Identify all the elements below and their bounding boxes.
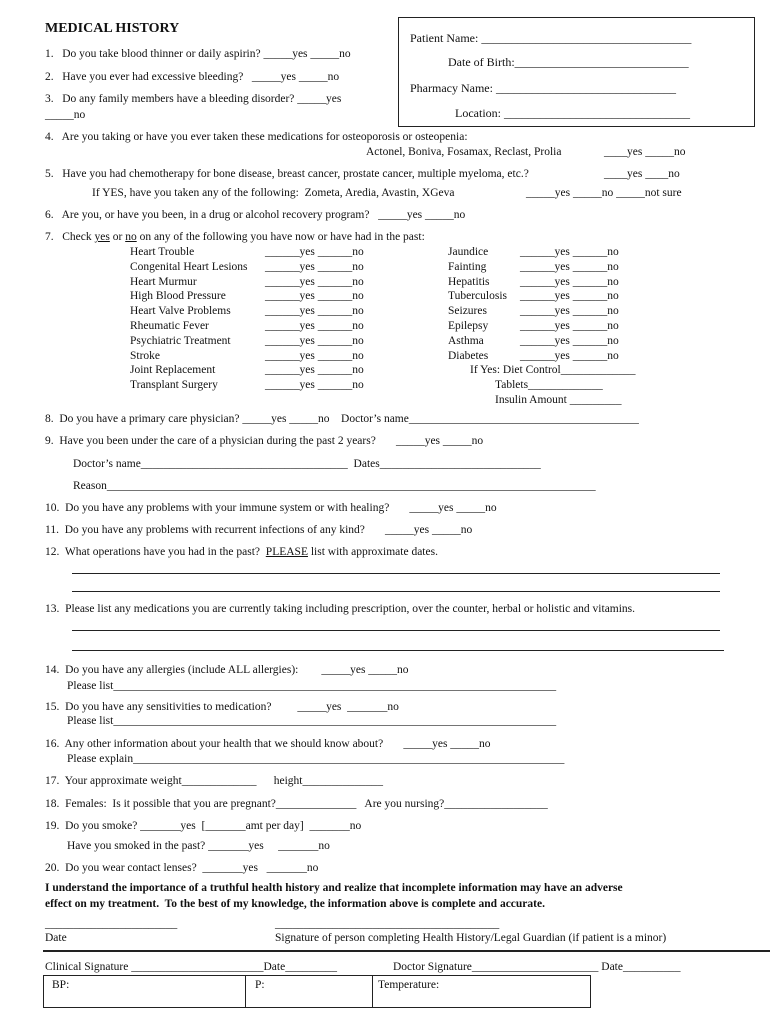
condition-name: Stroke bbox=[130, 349, 161, 362]
condition-name: Heart Trouble bbox=[130, 246, 195, 258]
question-13-line[interactable] bbox=[72, 630, 720, 631]
condition-answer[interactable]: ______yes ______no bbox=[520, 260, 619, 273]
date-of-birth-field[interactable]: Date of Birth:_____________________________ bbox=[448, 55, 689, 69]
date-signature-line[interactable]: _______________________ bbox=[45, 918, 178, 930]
patient-name-field[interactable]: Patient Name: ___________________________________ bbox=[410, 31, 692, 45]
question-15-list[interactable]: Please list_____________________________________________________________________________ bbox=[67, 715, 557, 727]
condition-name: Diabetes bbox=[448, 349, 489, 362]
condition-name: Seizures bbox=[448, 305, 487, 318]
signature-line[interactable]: _______________________________________ bbox=[275, 918, 500, 930]
condition-name: High Blood Pressure bbox=[130, 290, 226, 303]
doctor-signature[interactable]: Doctor Signature______________________ Date__________ bbox=[393, 961, 681, 973]
question-12: 12. What operations have you had in the past? PLEASE list with approximate dates. bbox=[45, 546, 438, 558]
condition-name: Congenital Heart Lesions bbox=[130, 260, 248, 273]
question-17[interactable]: 17. Your approximate weight_____________ height______________ bbox=[45, 775, 383, 787]
vitals-divider bbox=[245, 975, 246, 1007]
condition-answer[interactable]: ______yes ______no bbox=[520, 305, 619, 318]
condition-answer[interactable]: ______yes ______no bbox=[265, 305, 364, 318]
vitals-pulse[interactable]: P: bbox=[255, 979, 265, 991]
condition-answer[interactable]: ______yes ______no bbox=[265, 320, 364, 332]
pharmacy-name-field[interactable]: Pharmacy Name: ______________________________ bbox=[410, 81, 676, 95]
question-18[interactable]: 18. Females: Is it possible that you are pregnant?______________ Are you nursing?__________________ bbox=[45, 798, 548, 810]
question-13-line[interactable] bbox=[72, 650, 724, 651]
clinical-signature[interactable]: Clinical Signature _______________________Date_________ bbox=[45, 961, 337, 973]
question-5-followup-answer[interactable]: _____yes _____no _____not sure bbox=[526, 187, 682, 199]
date-label: Date bbox=[45, 932, 67, 944]
condition-name: Rheumatic Fever bbox=[130, 320, 209, 332]
condition-answer[interactable]: ______yes ______no bbox=[520, 320, 619, 332]
location-field[interactable]: Location: _______________________________ bbox=[455, 106, 690, 120]
signature-label: Signature of person completing Health History/Legal Guardian (if patient is a minor) bbox=[275, 932, 667, 944]
question-4-answer[interactable]: ____yes _____no bbox=[604, 146, 686, 158]
question-6[interactable]: 6. Are you, or have you been, in a drug or alcohol recovery program? _____yes _____no bbox=[45, 209, 466, 221]
question-10[interactable]: 10. Do you have any problems with your immune system or with healing? _____yes _____no bbox=[45, 502, 497, 514]
condition-answer[interactable]: ______yes ______no bbox=[265, 275, 364, 288]
condition-answer[interactable]: ______yes ______no bbox=[265, 290, 364, 303]
page-title: MEDICAL HISTORY bbox=[45, 21, 180, 36]
question-5-followup: If YES, have you taken any of the following: Zometa, Aredia, Avastin, XGeva bbox=[92, 187, 455, 199]
condition-answer[interactable]: ______yes ______no bbox=[265, 260, 364, 273]
condition-name: Asthma bbox=[448, 334, 484, 347]
diabetes-diet-control[interactable]: If Yes: Diet Control_____________ bbox=[470, 364, 636, 376]
question-11[interactable]: 11. Do you have any problems with recurrent infections of any kind? _____yes _____no bbox=[45, 524, 473, 536]
question-5-answer[interactable]: ____yes ____no bbox=[604, 168, 680, 180]
question-7: 7. Check yes or no on any of the following you have now or have had in the past: bbox=[45, 231, 425, 243]
condition-name: Heart Murmur bbox=[130, 275, 197, 288]
question-2[interactable]: 2. Have you ever had excessive bleeding? _____yes _____no bbox=[45, 71, 340, 83]
question-4-medications: Actonel, Boniva, Fosamax, Reclast, Prolia bbox=[366, 146, 562, 158]
question-9-reason[interactable]: Reason_____________________________________________________________________________________ bbox=[73, 480, 596, 492]
question-13: 13. Please list any medications you are currently taking including prescription, over the counter, herbal or holistic and vitamins. bbox=[45, 603, 636, 615]
vitals-table bbox=[43, 975, 591, 1008]
condition-name: Epilepsy bbox=[448, 320, 489, 332]
question-16-explain[interactable]: Please explain___________________________________________________________________________ bbox=[67, 753, 565, 765]
question-20[interactable]: 20. Do you wear contact lenses? _______yes _______no bbox=[45, 862, 319, 874]
diabetes-insulin-amount[interactable]: Insulin Amount _________ bbox=[495, 394, 622, 406]
condition-answer[interactable]: ______yes ______no bbox=[520, 334, 619, 347]
condition-answer[interactable]: ______yes ______no bbox=[265, 364, 364, 377]
vitals-bp[interactable]: BP: bbox=[52, 979, 70, 991]
question-12-line[interactable] bbox=[72, 591, 720, 592]
condition-answer[interactable]: ______yes ______no bbox=[265, 379, 364, 392]
question-14-list[interactable]: Please list_____________________________________________________________________________ bbox=[67, 680, 557, 692]
statement-line-2: effect on my treatment. To the best of my knowledge, the information above is complete and accurate. bbox=[45, 898, 545, 910]
question-9[interactable]: 9. Have you been under the care of a physician during the past 2 years? _____yes _____no bbox=[45, 435, 484, 447]
condition-name: Hepatitis bbox=[448, 275, 490, 288]
condition-answer[interactable]: ______yes ______no bbox=[520, 275, 619, 288]
question-14[interactable]: 14. Do you have any allergies (include ALL allergies): _____yes _____no bbox=[45, 664, 409, 676]
condition-name: Joint Replacement bbox=[130, 364, 216, 377]
condition-name: Transplant Surgery bbox=[130, 379, 218, 392]
question-8[interactable]: 8. Do you have a primary care physician? _____yes _____no Doctor’s name________________________________________ bbox=[45, 413, 639, 425]
question-15[interactable]: 15. Do you have any sensitivities to medication? _____yes _______no bbox=[45, 701, 399, 713]
condition-answer[interactable]: ______yes ______no bbox=[520, 290, 619, 303]
condition-answer[interactable]: ______yes ______no bbox=[520, 349, 619, 362]
condition-answer[interactable]: ______yes ______no bbox=[265, 334, 364, 347]
condition-name: Jaundice bbox=[448, 246, 489, 258]
condition-name: Heart Valve Problems bbox=[130, 305, 231, 318]
section-divider bbox=[43, 950, 770, 952]
condition-answer[interactable]: ______yes ______no bbox=[265, 246, 364, 258]
question-9-doctor-dates[interactable]: Doctor’s name____________________________________ Dates____________________________ bbox=[73, 458, 541, 470]
question-19-past[interactable]: Have you smoked in the past? _______yes _______no bbox=[67, 840, 330, 852]
condition-name: Psychiatric Treatment bbox=[130, 334, 231, 347]
question-12-line[interactable] bbox=[72, 573, 720, 574]
question-3-no[interactable]: _____no bbox=[45, 109, 86, 121]
question-3[interactable]: 3. Do any family members have a bleeding disorder? _____yes bbox=[45, 93, 342, 105]
condition-name: Fainting bbox=[448, 260, 487, 273]
question-19[interactable]: 19. Do you smoke? _______yes [_______amt per day] _______no bbox=[45, 820, 362, 832]
condition-answer[interactable]: ______yes ______no bbox=[265, 349, 364, 362]
vitals-divider bbox=[372, 975, 373, 1007]
condition-name: Tuberculosis bbox=[448, 290, 507, 303]
question-4: 4. Are you taking or have you ever taken these medications for osteoporosis or osteopenia: bbox=[45, 131, 468, 143]
statement-line-1: I understand the importance of a truthful health history and realize that incomplete information may have an adverse bbox=[45, 882, 623, 894]
question-1[interactable]: 1. Do you take blood thinner or daily aspirin? _____yes _____no bbox=[45, 48, 351, 60]
condition-answer[interactable]: ______yes ______no bbox=[520, 246, 619, 258]
diabetes-tablets[interactable]: Tablets_____________ bbox=[495, 379, 603, 391]
question-5: 5. Have you had chemotherapy for bone disease, breast cancer, prostate cancer, multiple myeloma, etc.? bbox=[45, 168, 529, 180]
question-16[interactable]: 16. Any other information about your health that we should know about? _____yes _____no bbox=[45, 738, 491, 750]
vitals-temperature[interactable]: Temperature: bbox=[378, 979, 440, 991]
